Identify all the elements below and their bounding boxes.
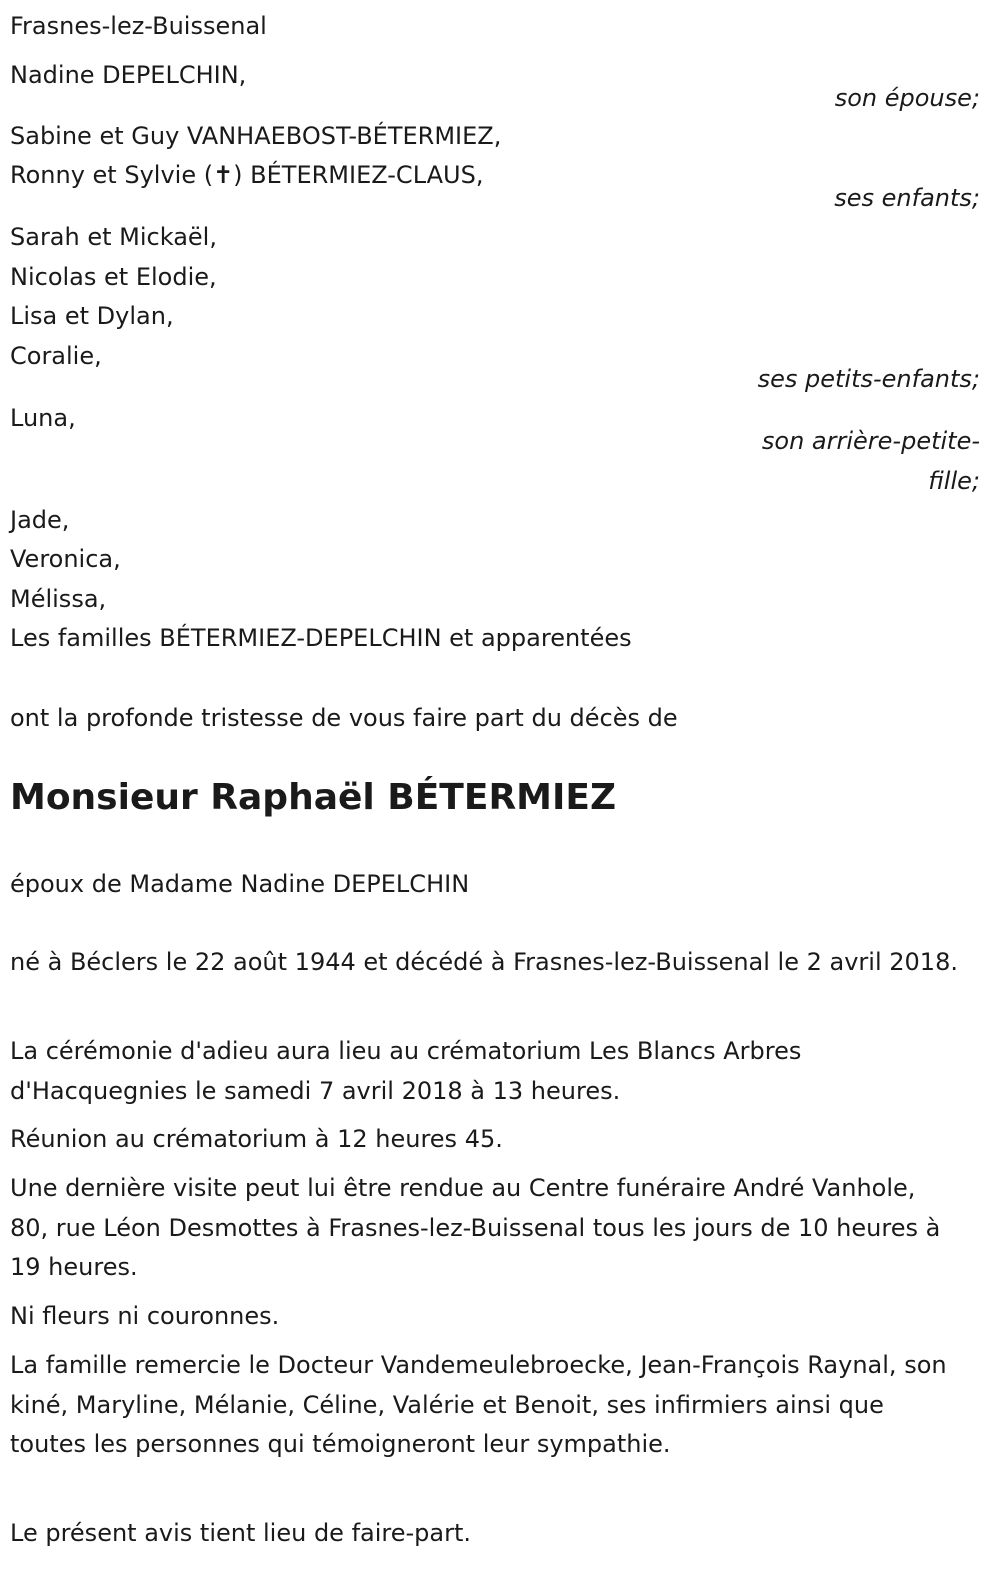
birth-death-paragraph: né à Béclers le 22 août 1944 et décédé à Frasnes-lez-Buissenal le 2 avril 2018. [10,948,958,976]
thanks-paragraph: La famille remercie le Docteur Vandemeulebroecke, Jean-François Raynal, son kiné, Maryline, Mélanie, Céline, Valérie et Benoit, ses infirmiers ainsi que toutes les personnes qui témoigneront leur sympathie. [10,1351,947,1458]
relation-label [762,421,980,501]
family-name-line: Ronny et Sylvie (✝) BÉTERMIEZ-CLAUS, [10,161,484,189]
announcement-text: ont la profonde tristesse de vous faire part du décès de [10,704,678,732]
family-name-line: Veronica, [10,545,121,573]
closing-paragraph: Le présent avis tient lieu de faire-part. [10,1519,472,1547]
family-name-line: Coralie, [10,342,102,370]
family-name-line: Mélissa, [10,585,107,613]
relation-label: ses enfants; [834,184,980,212]
visit-paragraph: Une dernière visite peut lui être rendue au Centre funéraire André Vanhole, 80, rue Léon Desmottes à Frasnes-lez-Buissenal tous les jours de 10 heures à 19 heures. [10,1174,941,1281]
place-heading: Frasnes-lez-Buissenal [10,12,267,40]
family-name-line: Jade, [10,506,70,534]
deceased-name: Monsieur Raphaël BÉTERMIEZ [10,777,617,818]
flowers-paragraph: Ni fleurs ni couronnes. [10,1302,280,1330]
family-name-line: Nadine DEPELCHIN, [10,61,247,89]
family-name-line: Luna, [10,404,76,432]
relation-label: son épouse; [834,84,980,112]
family-name-line: Les familles BÉTERMIEZ-DEPELCHIN et apparentées [10,624,632,652]
relation-label-line: son arrière-petite- [761,427,980,455]
family-name-line: Nicolas et Elodie, [10,263,217,291]
family-name-line: Sarah et Mickaël, [10,223,217,251]
family-name-line: Sabine et Guy VANHAEBOST-BÉTERMIEZ, [10,122,502,150]
relation-label-line: fille; [928,467,980,495]
family-name-line: Lisa et Dylan, [10,302,174,330]
spouse-line: époux de Madame Nadine DEPELCHIN [10,870,470,898]
ceremony-paragraph: La cérémonie d'adieu aura lieu au crématorium Les Blancs Arbres d'Hacquegnies le samedi 7 avril 2018 à 13 heures. [10,1037,802,1105]
reunion-paragraph: Réunion au crématorium à 12 heures 45. [10,1125,503,1153]
relation-label: ses petits-enfants; [757,365,980,393]
